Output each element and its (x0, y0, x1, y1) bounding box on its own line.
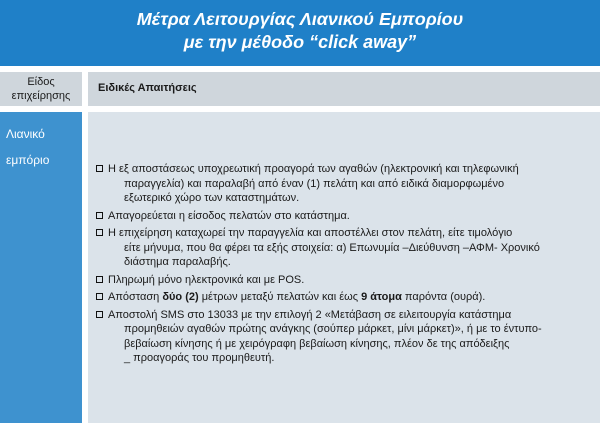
business-type-cell (0, 112, 82, 423)
business-type-line-1: Λιανικό (6, 127, 45, 141)
checkbox-bullet-icon (96, 311, 103, 318)
business-type-line-2: εμπόριο (6, 153, 50, 167)
requirement-item: Απόσταση δύο (2) μέτρων μεταξύ πελατών και έως 9 άτομα παρόντα (ουρά). (96, 290, 596, 305)
special-requirements-header: Ειδικές Απαιτήσεις (88, 72, 600, 106)
checkbox-bullet-icon (96, 276, 103, 283)
business-type-header-line-2: επιχείρησης (11, 90, 71, 102)
slide-title (0, 0, 600, 66)
requirement-item: Αποστολή SMS στο 13033 με την επιλογή 2 «Μετάβαση σε ειλειτουργία κατάστημα προμηθειών αγαθών πρώτης ανάγκης (σούπερ μάρκετ, μίνι μάρκετ)», ή με το έντυπο- βεβαίωση κίνησης ή με χειρόγραφη βεβαίωση κίνησης, πλέον δε της απόδειξης _ προαγοράς του προμηθευτή. (96, 308, 596, 366)
requirements-cell (88, 112, 600, 423)
checkbox-bullet-icon (96, 293, 103, 300)
requirement-item: Πληρωμή μόνο ηλεκτρονικά και με POS. (96, 273, 596, 288)
checkbox-bullet-icon (96, 212, 103, 219)
business-type-header (0, 72, 82, 106)
checkbox-bullet-icon (96, 229, 103, 236)
title-line-1: Μέτρα Λειτουργίας Λιανικού Εμπορίου (136, 9, 464, 29)
checkbox-bullet-icon (96, 165, 103, 172)
requirement-item: Η εξ αποστάσεως υποχρεωτική προαγορά των αγαθών (ηλεκτρονική και τηλεφωνική παραγγελία) και παραλαβή από έναν (1) πελάτη και από ειδικά διαμορφωμένο εξωτερικό χώρο των καταστημάτων. (96, 162, 596, 206)
title-line-2: με την μέθοδο “click away” (183, 32, 417, 52)
business-type-header-line-1: Είδος (27, 76, 55, 88)
requirement-item: Απαγορεύεται η είσοδος πελατών στο κατάστημα. (96, 209, 596, 224)
requirement-item: Η επιχείρηση καταχωρεί την παραγγελία και αποστέλλει στον πελάτη, είτε τιμολόγιο είτε μήνυμα, που θα φέρει τα εξής στοιχεία: α) Επωνυμία –Διεύθυνση –ΑΦΜ- Χρονικό διάστημα παραλαβής. (96, 226, 596, 270)
